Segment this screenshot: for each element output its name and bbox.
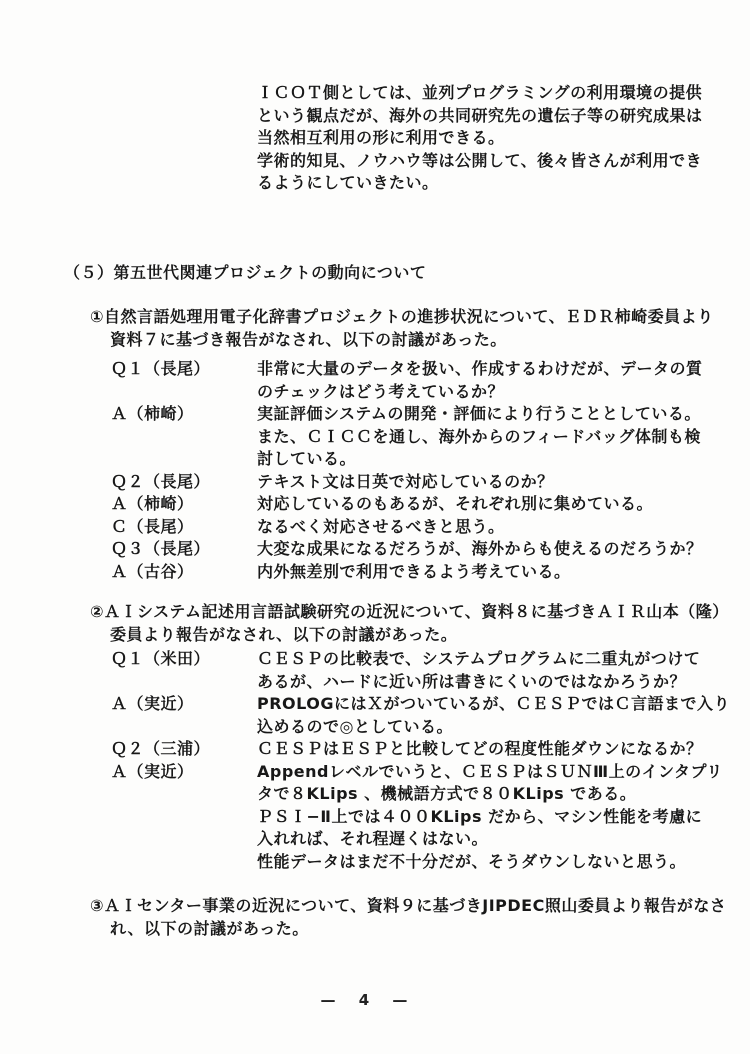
- qa-line: 対応しているのもあるが、それぞれ別に集めている。: [257, 494, 654, 513]
- intro-line: という観点だが、海外の共同研究先の遺伝子等の研究成果は: [257, 105, 703, 125]
- qa-answer-text: [257, 761, 730, 874]
- item-lead-line: ③ＡＩセンター事業の近況について、資料９に基づきJIPDEC照山委員より報告がなさ: [90, 896, 727, 915]
- qa-speaker-label: Ｑ２（三浦）: [111, 739, 211, 758]
- qa-speaker-label: Ａ（実近）: [111, 761, 194, 781]
- qa-row: [111, 561, 703, 584]
- section-heading: （５）第五世代関連プロジェクトの動向について: [64, 263, 427, 282]
- qa-line: 非常に大量のデータを扱い、作成するわけだが、データの質: [257, 359, 703, 378]
- qa-line: 性能データはまだ不十分だが、そうダウンしないと思う。: [257, 851, 687, 871]
- qa-line: 実証評価システムの開発・評価により行うこととしている。: [257, 404, 701, 423]
- item-lead-line: 資料７に基づき報告がなされ、以下の討議があった。: [110, 329, 507, 349]
- qa-speaker-label: Ｑ１（米田）: [111, 649, 211, 668]
- qa-answer-text: [257, 516, 703, 539]
- qa-line: 討している。: [257, 449, 357, 468]
- item-1-qa: [111, 358, 703, 583]
- item-2-lead: [90, 601, 729, 646]
- qa-line: 内外無差別で利用できるよう考えている。: [257, 561, 571, 581]
- item-lead-line: 委員より報告がなされ、以下の討議があった。: [110, 624, 458, 644]
- qa-line: また、ＣＩＣＣを通し、海外からのフィードバッグ体制も検: [257, 426, 701, 446]
- qa-row: [111, 538, 703, 561]
- qa-answer-text: [257, 738, 730, 761]
- page-number: — 4 —: [320, 991, 410, 1009]
- qa-line: ＣＥＳＰの比較表で、システムプログラムに二重丸がつけて: [257, 649, 701, 668]
- qa-speaker-label: Ａ（実近）: [111, 694, 194, 713]
- intro-paragraph: [257, 82, 703, 195]
- qa-row: [111, 493, 703, 516]
- qa-row: [111, 403, 703, 471]
- item-3-lead: [90, 895, 726, 940]
- qa-speaker-label: Ｑ３（長尾）: [111, 539, 211, 558]
- qa-speaker-label: Ｑ２（長尾）: [111, 471, 211, 491]
- qa-answer-text: [257, 358, 703, 403]
- intro-line: 当然相互利用の形に利用できる。: [257, 128, 505, 147]
- intro-line: るようにしていきたい。: [257, 173, 439, 192]
- qa-line: なるべく対応させるべきと思う。: [257, 516, 505, 536]
- item-lead-line: れ、以下の討議があった。: [110, 918, 309, 938]
- qa-row: [111, 471, 703, 494]
- qa-line: のチェックはどう考えているか？: [257, 381, 505, 401]
- qa-row: [111, 693, 730, 738]
- qa-row: [111, 738, 730, 761]
- qa-line: ＣＥＳＰはＥＳＰと比較してどの程度性能ダウンになるか？: [257, 739, 703, 758]
- intro-line: ＩＣＯＴ側としては、並列プログラミングの利用環境の提供: [257, 83, 703, 102]
- qa-line: PROLOGにはＸがついているが、ＣＥＳＰではＣ言語まで入り: [257, 694, 731, 713]
- item-2-qa: [111, 648, 730, 873]
- qa-line: ＰＳＩ−Ⅱ上では４００KLips だから、マシン性能を考慮に: [257, 806, 703, 826]
- qa-answer-text: [257, 561, 703, 584]
- qa-line: あるが、ハードに近い所は書きにくいのではなかろうか？: [257, 671, 687, 691]
- qa-row: [111, 358, 703, 403]
- qa-answer-text: [257, 538, 703, 561]
- item-1-lead: [90, 306, 714, 351]
- qa-answer-text: [257, 471, 703, 494]
- intro-line: 学術的知見、ノウハウ等は公開して、後々皆さんが利用でき: [257, 150, 703, 170]
- qa-speaker-label: Ｃ（長尾）: [111, 516, 194, 536]
- qa-line: タで８KLips 、機械語方式で８０KLips である。: [257, 784, 637, 803]
- qa-speaker-label: Ａ（柿崎）: [111, 494, 194, 513]
- item-lead-line: ①自然言語処理用電子化辞書プロジェクトの進捗状況について、ＥＤＲ柿崎委員より: [90, 307, 714, 326]
- qa-row: [111, 648, 730, 693]
- qa-row: [111, 761, 730, 874]
- qa-answer-text: [257, 648, 730, 693]
- qa-line: テキスト文は日英で対応しているのか？: [257, 471, 554, 491]
- item-lead-line: ②ＡＩシステム記述用言語試験研究の近況について、資料８に基づきＡＩＲ山本（隆）: [90, 602, 729, 621]
- qa-line: 入れれば、それ程遅くはない。: [257, 829, 489, 848]
- qa-answer-text: [257, 493, 703, 516]
- qa-speaker-label: Ａ（柿崎）: [111, 404, 194, 423]
- qa-line: 込めるので◎としている。: [257, 716, 453, 736]
- qa-line: 大変な成果になるだろうが、海外からも使えるのだろうか？: [257, 539, 703, 558]
- qa-row: [111, 516, 703, 539]
- qa-speaker-label: Ａ（古谷）: [111, 561, 194, 581]
- qa-answer-text: [257, 693, 730, 738]
- qa-speaker-label: Ｑ１（長尾）: [111, 359, 211, 378]
- qa-line: Appendレベルでいうと、ＣＥＳＰはＳＵＮⅢ上のインタプリ: [257, 761, 723, 781]
- qa-answer-text: [257, 403, 703, 471]
